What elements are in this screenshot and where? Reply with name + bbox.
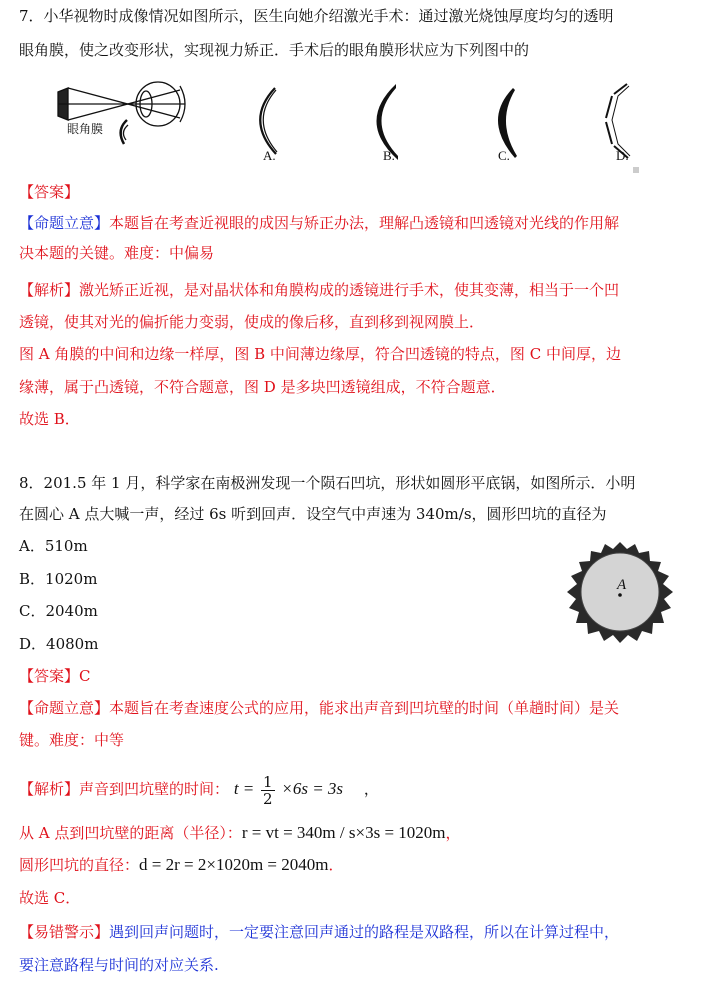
light-ray-top xyxy=(68,88,180,118)
option-d-shape xyxy=(606,84,630,158)
q8-option-b: B．1020m xyxy=(19,570,98,588)
formula3-tail: ． xyxy=(328,856,344,874)
q7-stem-line-1: 7．小华视物时成像情况如图所示，医生向她介绍激光手术：通过激光烧蚀厚度均匀的透明 xyxy=(19,7,614,25)
formula1-tail: ， xyxy=(363,780,379,798)
q8-answer-line xyxy=(19,666,91,686)
q8-warning-text-1: 遇到回声问题时，一定要注意回声通过的路程是双路程，所以在计算过程中， xyxy=(109,923,620,941)
q8-diameter-line xyxy=(19,855,344,875)
q7-analysis-line-1 xyxy=(19,280,619,300)
cornea-inner xyxy=(123,125,128,140)
q8-answer-value: C xyxy=(79,667,91,685)
q8-radius-line xyxy=(19,823,461,843)
q8-intent-line-1 xyxy=(19,698,619,718)
q8-radius-text: 从 A 点到凹坑壁的距离（半径）： xyxy=(19,824,242,842)
formula1-lhs: t = xyxy=(233,779,255,798)
q7-conclusion: 故选 B． xyxy=(19,410,80,428)
q8-analysis-line xyxy=(19,769,379,809)
q7-stem-line-2: 眼角膜，使之改变形状，实现视力矫正．手术后的眼角膜形状应为下列图中的 xyxy=(19,41,530,59)
q8-warning-line-2: 要注意路程与时间的对应关系. xyxy=(19,956,219,974)
q7-analysis-line-2: 透镜，使其对光的偏折能力变弱，使成的像后移，直到移到视网膜上． xyxy=(19,313,485,331)
q7-analysis-line-4: 缘薄，属于凸透镜，不符合题意，图 D 是多块凹透镜组成，不符合题意． xyxy=(19,378,506,396)
q7-intent-text-1: 本题旨在考查近视眼的成因与矫正办法，理解凸透镜和凹透镜对光线的作用解 xyxy=(109,214,620,232)
q7-intent-label: 【命题立意】 xyxy=(19,214,110,232)
q7-answer-label: 【答案】 xyxy=(19,183,80,201)
formula1-denominator: 2 xyxy=(263,789,273,808)
q8-stem-line-2: 在圆心 A 点大喊一声，经过 6s 听到回声．设空气中声速为 340m/s，圆形凹坑的直径为 xyxy=(19,505,607,523)
scan-mark xyxy=(633,167,639,173)
q7-analysis-label: 【解析】 xyxy=(19,281,80,299)
option-a-label: A. xyxy=(263,148,276,163)
light-ray-bottom xyxy=(68,90,180,120)
crater-figure xyxy=(565,540,675,645)
formula1-rhs: ×6s = 3s xyxy=(281,779,344,798)
formula3: d = 2r = 2×1020m = 2040m xyxy=(139,855,329,874)
q8-conclusion: 故选 C． xyxy=(19,889,81,907)
option-c-label: C. xyxy=(498,148,510,163)
q8-analysis-label: 【解析】 xyxy=(19,780,80,798)
q8-diameter-text: 圆形凹坑的直径： xyxy=(19,856,140,874)
option-b-label: B. xyxy=(383,148,395,163)
option-d-label: D. xyxy=(616,148,629,163)
q7-analysis-text-1: 激光矫正近视，是对晶状体和角膜构成的透镜进行手术，使其变薄，相当于一个凹 xyxy=(79,281,620,299)
q8-answer-label: 【答案】 xyxy=(19,667,80,685)
q8-warning-line-1 xyxy=(19,922,619,942)
q8-option-d: D．4080m xyxy=(19,635,99,653)
q8-warning-label: 【易错警示】 xyxy=(19,923,110,941)
formula2: r = vt = 340m / s×3s = 1020m xyxy=(241,823,446,842)
cornea-label: 眼角膜 xyxy=(67,122,104,136)
q7-analysis-line-3: 图 A 角膜的中间和边缘一样厚，图 B 中间薄边缘厚，符合凹透镜的特点，图 C 中间厚，边 xyxy=(19,345,621,363)
q7-intent-line-1 xyxy=(19,213,619,233)
formula2-tail: ， xyxy=(445,824,461,842)
q8-option-a: A．510m xyxy=(19,537,88,555)
crater-center-label: A xyxy=(617,577,627,593)
formula1-fraction xyxy=(261,774,275,807)
q8-intent-line-2: 键。难度：中等 xyxy=(19,731,125,749)
q8-analysis-text: 声音到凹坑壁的时间： xyxy=(79,780,230,798)
q8-option-c: C．2040m xyxy=(19,602,98,620)
q8-stem-line-1: 8．201.5 年 1 月，科学家在南极洲发现一个陨石凹坑，形状如圆形平底锅，如图所示．小明 xyxy=(19,474,636,492)
q7-intent-line-2: 决本题的关键。难度：中偏易 xyxy=(19,244,215,262)
q8-intent-text-1: 本题旨在考查速度公式的应用，能求出声音到凹坑壁的时间（单趟时间）是关 xyxy=(109,699,620,717)
formula1-numerator: 1 xyxy=(263,772,273,791)
option-a-shape xyxy=(260,88,276,154)
q7-figure xyxy=(0,70,725,180)
q8-intent-label: 【命题立意】 xyxy=(19,699,110,717)
